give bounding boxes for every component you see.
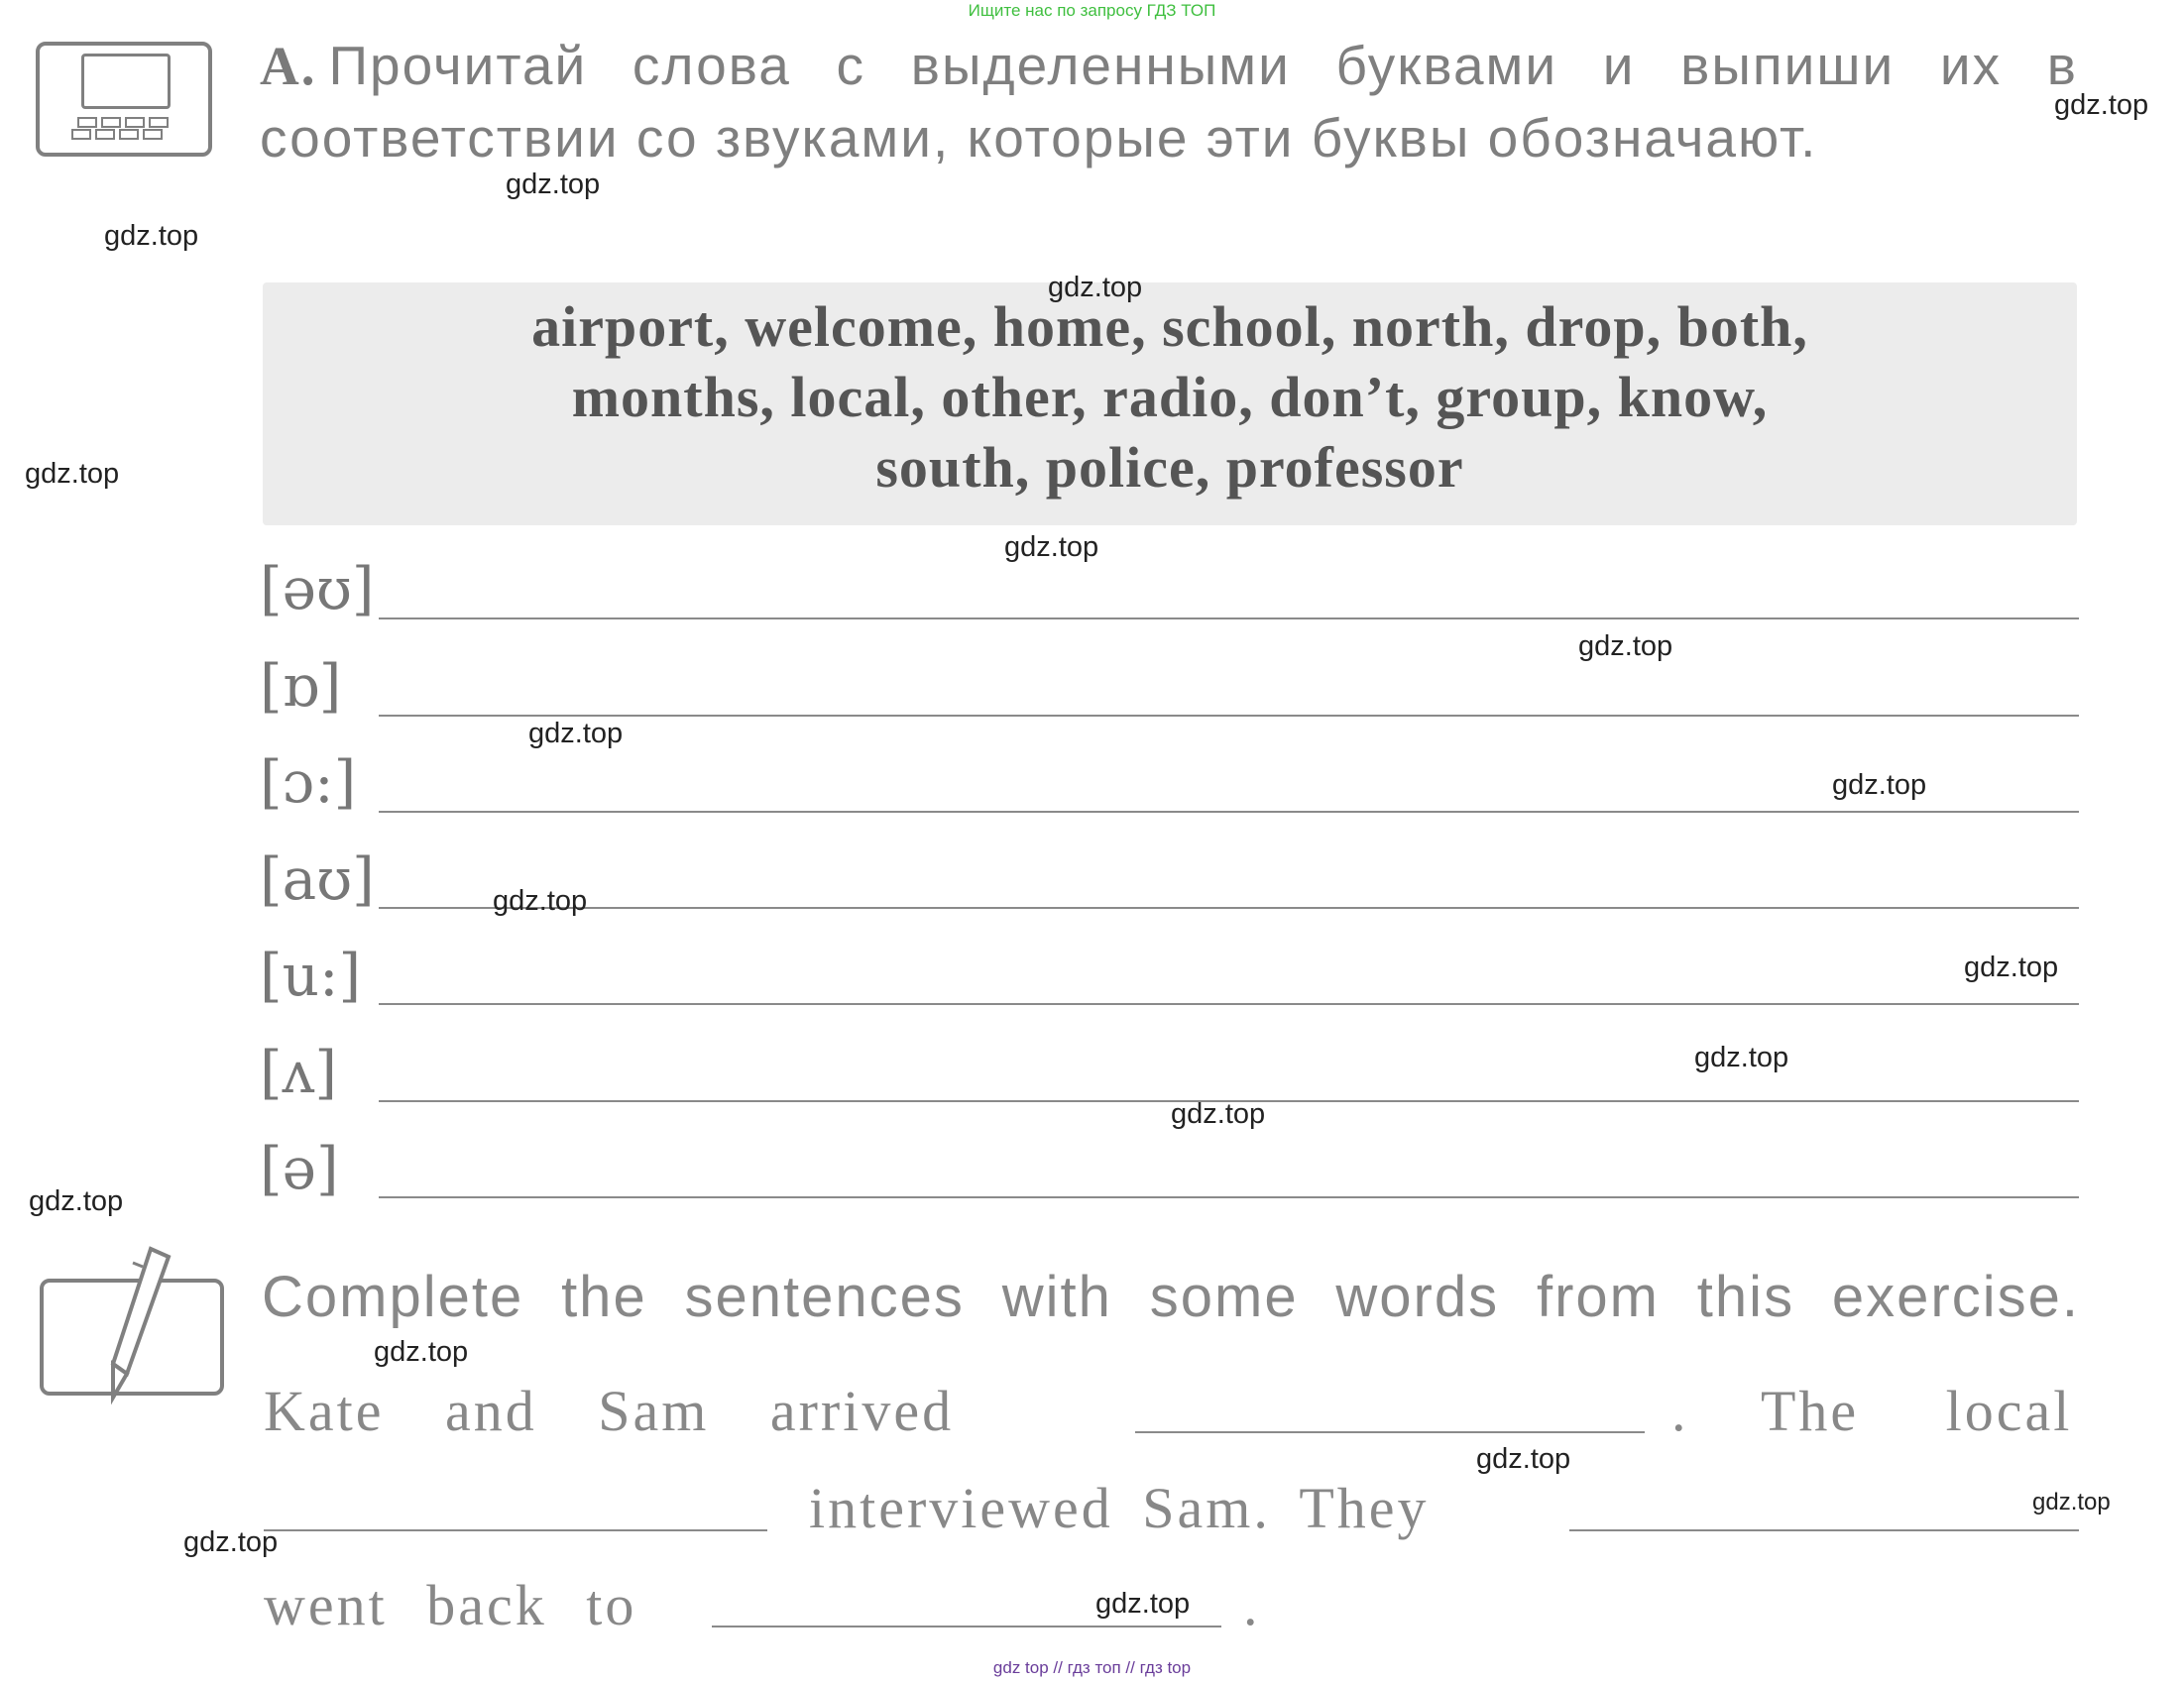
watermark: gdz.top	[29, 1185, 124, 1217]
watermark: gdz.top	[493, 885, 588, 917]
watermark: gdz.top	[183, 1526, 279, 1558]
exercise-letter: A.	[260, 36, 317, 96]
blank-line[interactable]	[1569, 1529, 2079, 1531]
sentence-text: The local	[1761, 1379, 2073, 1443]
sentence-text: interviewed Sam. They	[809, 1476, 1430, 1540]
blank-line[interactable]	[264, 1529, 767, 1531]
watermark: gdz.top	[104, 220, 199, 252]
footer: gdz top // гдз топ // гдз top	[992, 1658, 1192, 1677]
watermark: gdz.top	[1095, 1588, 1191, 1620]
answer-line[interactable]	[379, 811, 2079, 813]
watermark: gdz.top	[1048, 272, 1143, 303]
sound-label: [əʊ]	[260, 555, 375, 622]
watermark: gdz.top	[506, 168, 601, 200]
watermark: gdz.top	[1694, 1042, 1789, 1073]
watermark: gdz.top	[1004, 531, 1099, 563]
exercise-instruction: A. Прочитай слова с выделенными буквами и выпиши их в соответствии со звуками, которые эти буквы обозначают.	[260, 35, 2078, 168]
word-line-1: airport, welcome, home, school, north, drop, both,	[531, 294, 1808, 359]
task2-instruction: Complete the sentences with some words from this exercise.	[262, 1265, 2080, 1329]
sentence-text: Kate and Sam arrived	[264, 1379, 955, 1443]
computer-icon	[36, 42, 212, 157]
answer-line[interactable]	[379, 715, 2079, 717]
watermark: gdz.top	[1964, 952, 2059, 983]
sound-label: [ɔ:]	[260, 748, 357, 816]
sound-label: [ə]	[260, 1135, 339, 1202]
watermark: gdz.top	[1476, 1443, 1571, 1475]
watermark: gdz.top	[2032, 1489, 2111, 1515]
watermark: gdz.top	[528, 718, 624, 749]
blank-line[interactable]	[1135, 1431, 1645, 1433]
sentence-text: .	[1243, 1573, 1261, 1637]
answer-line[interactable]	[379, 617, 2079, 619]
sentence-text: .	[1671, 1379, 1689, 1443]
word-line-2: months, local, other, radio, don’t, group, know,	[571, 365, 1769, 429]
sound-label: [ɒ]	[260, 652, 342, 720]
sound-label: [u:]	[260, 942, 362, 1009]
watermark: gdz.top	[1832, 769, 1927, 801]
sentence-text: went back to	[264, 1573, 637, 1637]
word-line-3: south, police, professor	[875, 435, 1464, 500]
watermark: gdz.top	[374, 1336, 469, 1368]
watermark: gdz.top	[1578, 630, 1673, 662]
pencil-icon	[40, 1279, 224, 1396]
watermark: gdz.top	[25, 458, 120, 490]
blank-line[interactable]	[712, 1626, 1221, 1627]
answer-line[interactable]	[379, 907, 2079, 909]
sound-label: [aʊ]	[260, 845, 375, 913]
watermark: gdz.top	[1171, 1098, 1266, 1130]
answer-line[interactable]	[379, 1003, 2079, 1005]
top-note: Ищите нас по запросу ГДЗ ТОП	[968, 1, 1216, 20]
sound-label: [ʌ]	[260, 1039, 338, 1106]
answer-line[interactable]	[379, 1196, 2079, 1198]
watermark: gdz.top	[2054, 89, 2149, 121]
